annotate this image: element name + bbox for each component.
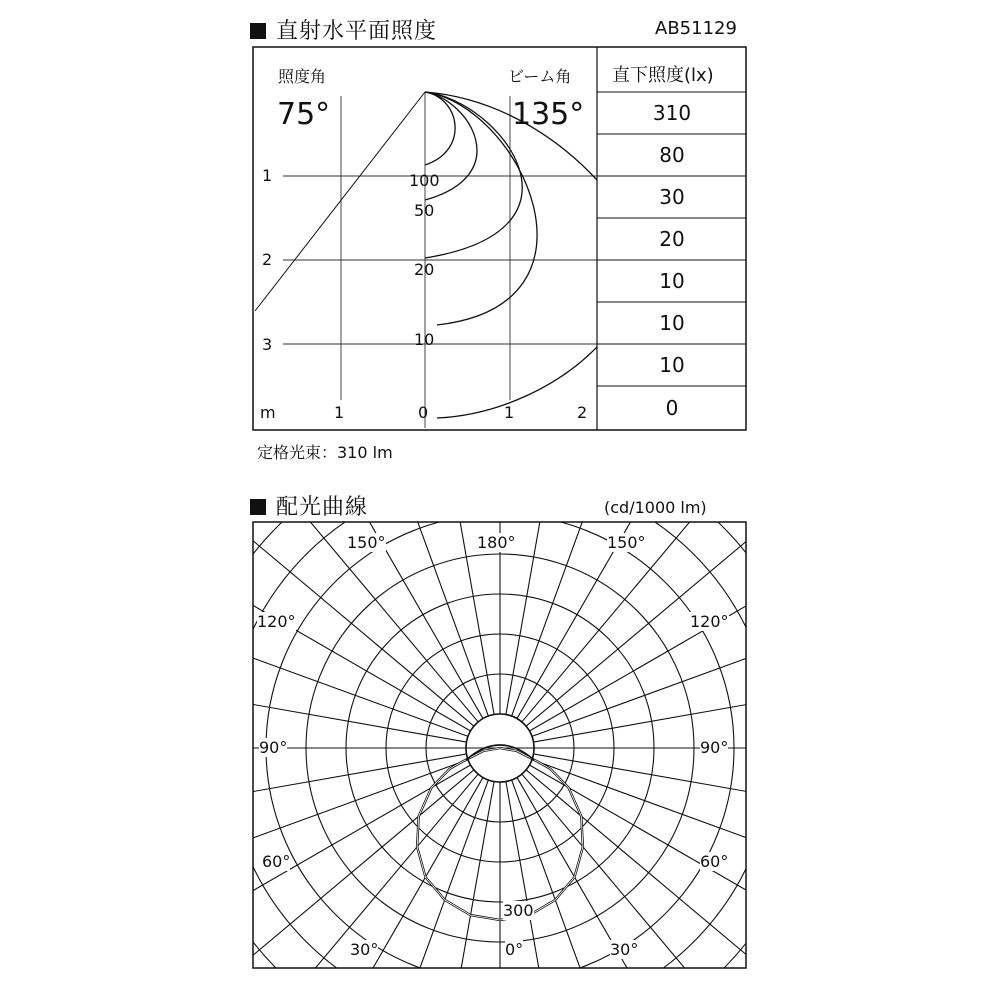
x-axis-unit: m	[260, 403, 276, 422]
x-tick-0: 0	[418, 403, 429, 422]
angle-label-0: 0°	[505, 940, 524, 959]
header-angle: 照度角	[278, 67, 327, 86]
direct-value-8: 0	[665, 396, 679, 420]
illuminance-section-title: 直射水平面照度	[250, 14, 437, 45]
y-tick-1: 1	[262, 166, 273, 185]
header-beam: ビーム角	[508, 67, 572, 86]
direct-value-7: 10	[659, 353, 685, 377]
direct-value-2: 80	[659, 143, 685, 167]
angle-label-90-left: 90°	[259, 738, 288, 757]
angle-label-150-right: 150°	[607, 533, 646, 552]
angle-label-120-left: 120°	[257, 612, 296, 631]
x-tick-left-1: 1	[334, 403, 345, 422]
model-number: AB51129	[655, 18, 737, 39]
y-tick-3: 3	[262, 335, 273, 354]
beam-value: 135°	[512, 97, 585, 132]
x-tick-right-2: 2	[577, 403, 588, 422]
direct-value-6: 10	[659, 311, 685, 335]
angle-label-60-left: 60°	[262, 852, 291, 871]
x-tick-right-1: 1	[504, 403, 515, 422]
angle-label-180: 180°	[477, 533, 516, 552]
contour-label-50: 50	[414, 201, 435, 220]
header-direct: 直下照度(lx)	[612, 65, 714, 86]
direct-value-4: 20	[659, 227, 685, 251]
angle-label-120-right: 120°	[690, 612, 729, 631]
direct-value-3: 30	[659, 185, 685, 209]
angle-label-60-right: 60°	[700, 852, 729, 871]
angle-value: 75°	[277, 97, 331, 132]
direct-value-5: 10	[659, 269, 685, 293]
angle-label-150-left: 150°	[347, 533, 386, 552]
distribution-unit: (cd/1000 lm)	[604, 498, 707, 517]
contour-label-10: 10	[414, 330, 435, 349]
y-tick-2: 2	[262, 250, 273, 269]
rated-flux: 定格光束：310 lm	[257, 443, 393, 462]
direct-value-1: 310	[652, 101, 692, 125]
radial-value-label: 300	[503, 901, 534, 920]
angle-label-90-right: 90°	[700, 738, 729, 757]
angle-label-30-right: 30°	[610, 940, 639, 959]
contour-label-100: 100	[409, 171, 440, 190]
contour-label-20: 20	[414, 260, 435, 279]
angle-label-30-left: 30°	[350, 940, 379, 959]
distribution-section-title: 配光曲線	[250, 490, 368, 521]
